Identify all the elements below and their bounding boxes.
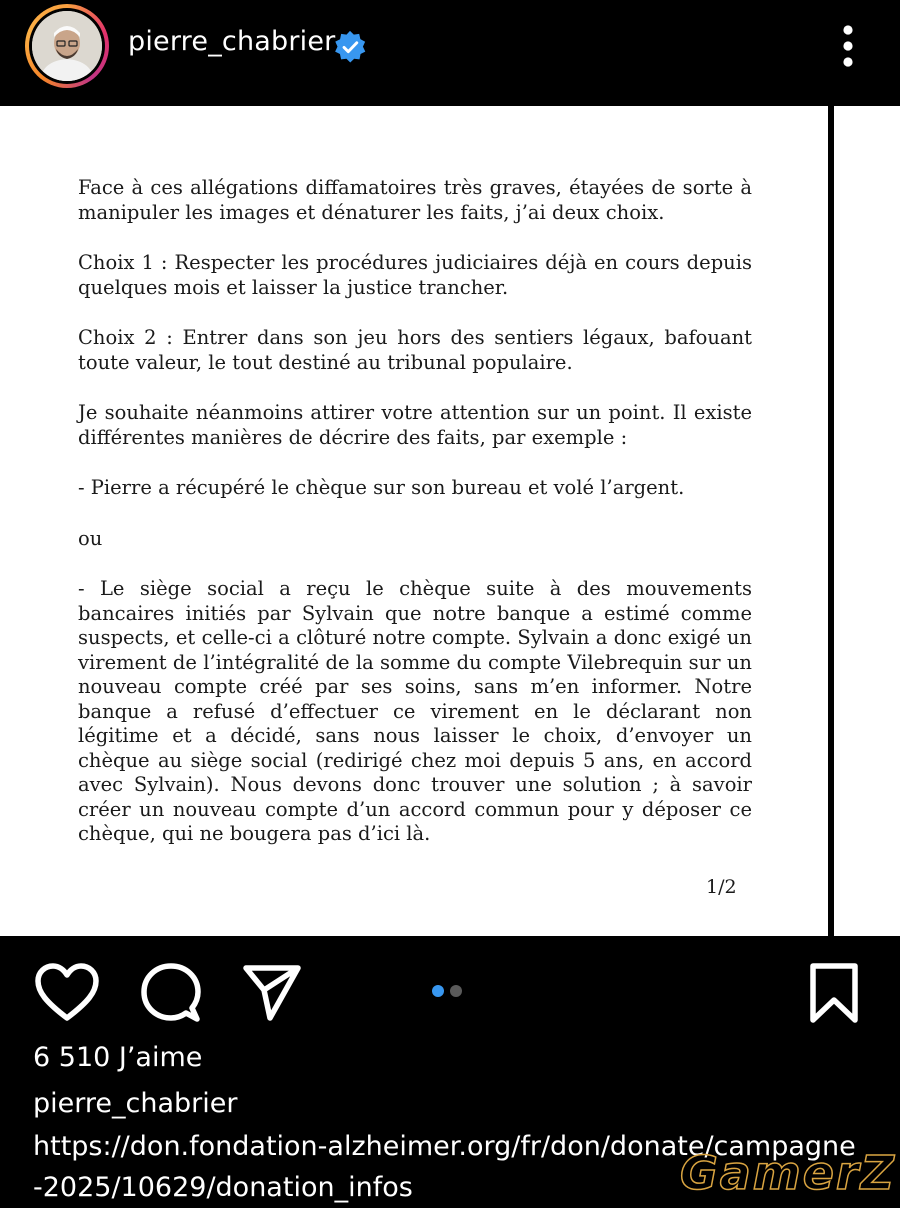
doc-paragraph-7: - Le siège social a reçu le chèque suite à des mouvements bancaires initiés par Sylvain que notre banque a estimé comme suspects, et celle-ci a clôturé notre compte. Sylvain a donc exigé un virement de l’intégralité de la somme du compte Vilebrequin sur un nouveau compte créé par ses soins, sans m’en informer. Notre banque a refusé d’effectuer ce virement en le déclarant non légitime et a décidé, sans nous laisser le choix, d’envoyer un chèque au siège social (redirigé chez moi depuis 5 ans, en accord avec Sylvain). Nous devons donc trouver une solution ; à savoir créer un nouveau compte d’un accord commun pour y déposer ce chèque, qui ne bougera pas d’ici là. [78, 577, 752, 845]
doc-paragraph-6: ou [78, 526, 103, 550]
doc-paragraph-5: - Pierre a récupéré le chèque sur son bureau et volé l’argent. [78, 476, 685, 499]
post-image[interactable] [0, 106, 900, 936]
story-ring[interactable] [25, 4, 109, 88]
more-options-icon[interactable] [830, 22, 866, 70]
doc-paragraph-3: Choix 2 : Entrer dans son jeu hors des sentiers légaux, bafouant toute valeur, le tout destiné au tribunal populaire. [78, 326, 752, 374]
share-icon[interactable] [240, 962, 304, 1024]
caption-link[interactable]: https://don.fondation-alzheimer.org/fr/don/donate/campagne-2025/10629/donation_infos [33, 1131, 856, 1203]
carousel-indicator [432, 985, 462, 997]
header-username[interactable]: pierre_chabrier [128, 26, 336, 57]
likes-count[interactable]: 6 510 J’aime [33, 1042, 203, 1073]
avatar-border [29, 8, 105, 84]
doc-paragraph-2: Choix 1 : Respecter les procédures judiciaires déjà en cours depuis quelques mois et laisser la justice trancher. [78, 251, 752, 299]
avatar[interactable] [32, 11, 102, 81]
watermark-logo: GamerZ [680, 1146, 896, 1200]
doc-paragraph-4: Je souhaite néanmoins attirer votre attention sur un point. Il existe différentes manières de décrire des faits, par exemple : [78, 401, 752, 449]
document-text [78, 176, 752, 847]
carousel-dot-active [432, 985, 444, 997]
comment-icon[interactable] [140, 962, 202, 1024]
page-number: 1/2 [706, 876, 737, 898]
heart-icon[interactable] [34, 962, 100, 1024]
carousel-dot [450, 985, 462, 997]
action-bar [0, 936, 900, 1046]
avatar-image [32, 11, 102, 81]
page-edge-divider [828, 106, 834, 936]
doc-paragraph-1: Face à ces allégations diffamatoires très graves, étayées de sorte à manipuler les images et dénaturer les faits, j’ai deux choix. [78, 176, 752, 224]
verified-badge-icon [333, 30, 367, 64]
caption-username[interactable]: pierre_chabrier [33, 1088, 238, 1119]
bookmark-icon[interactable] [808, 962, 860, 1024]
post-header [0, 0, 900, 106]
